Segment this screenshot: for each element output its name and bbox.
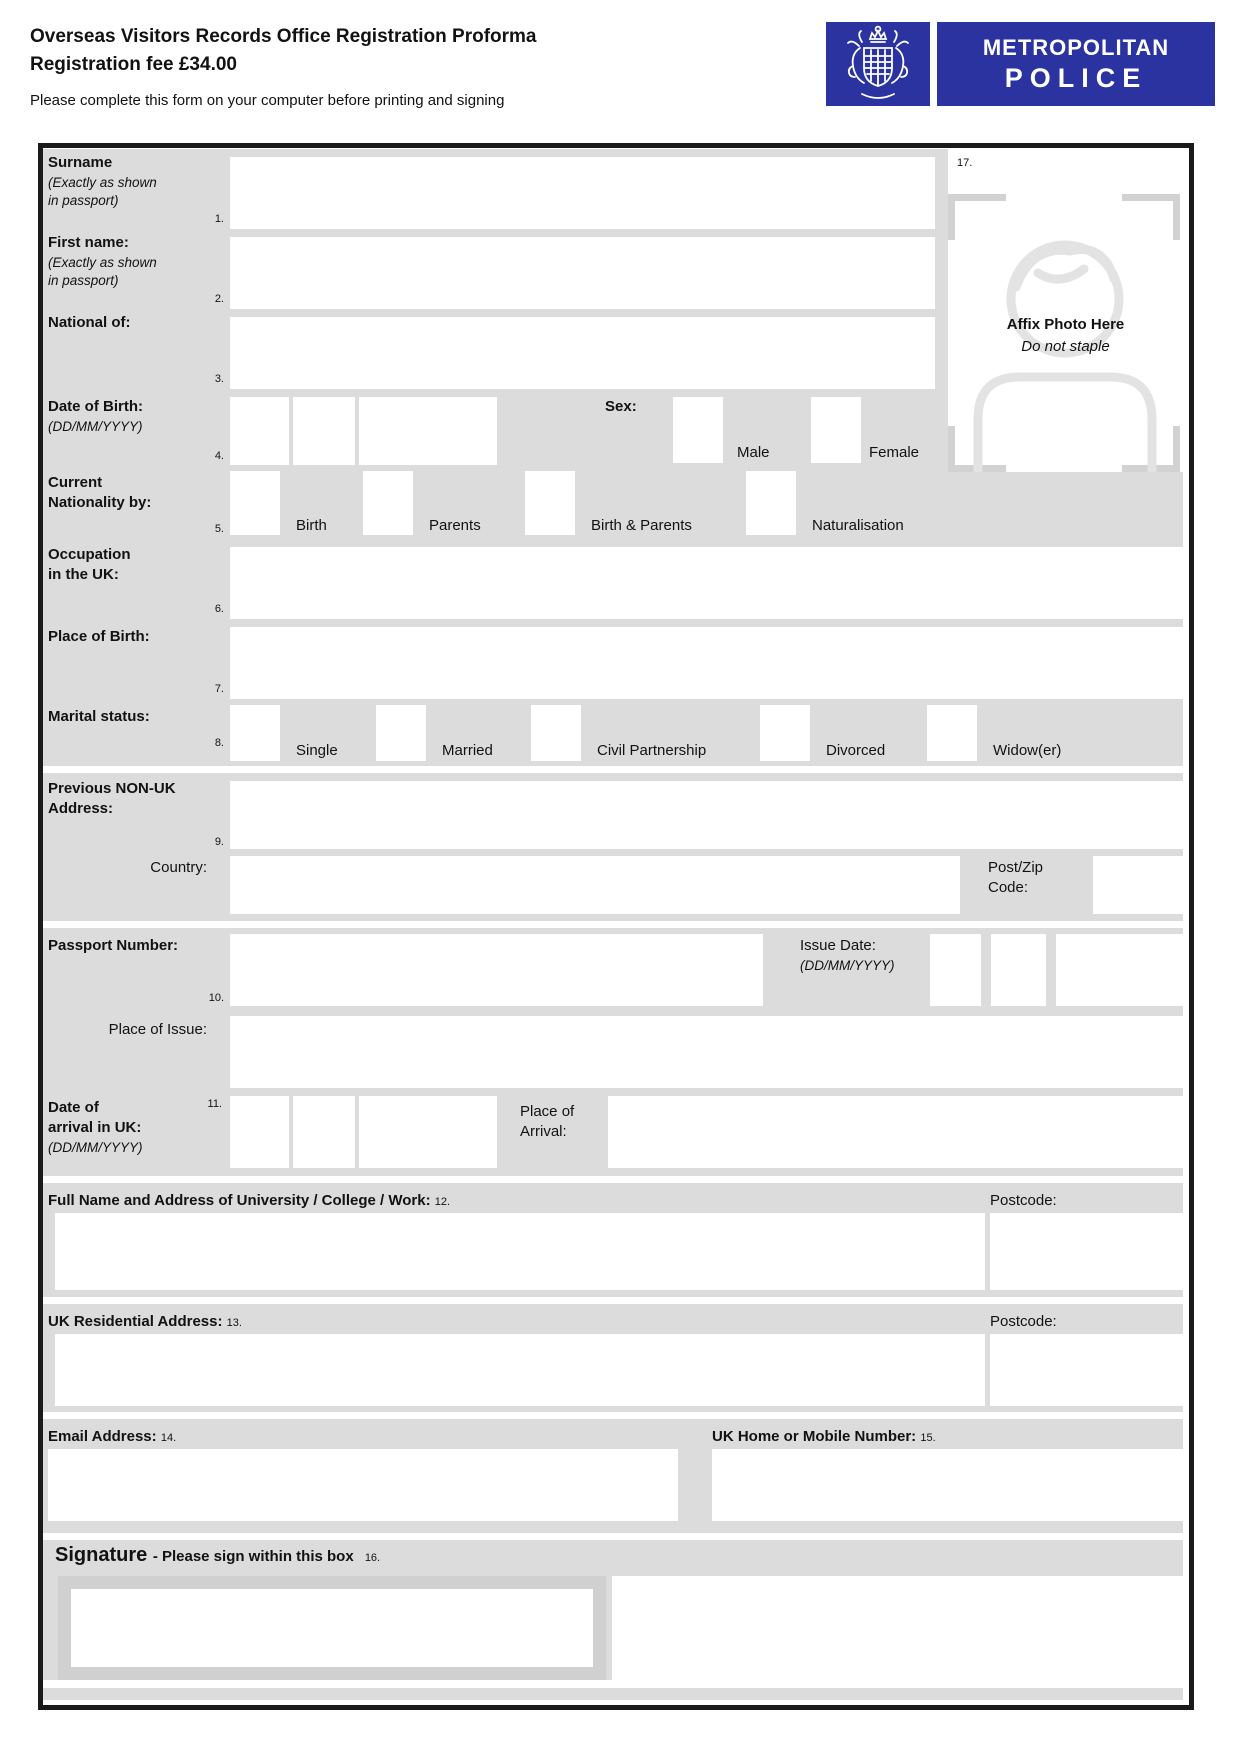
section-bottom-strip xyxy=(43,1688,1183,1700)
firstname-hint-1: (Exactly as shown xyxy=(48,255,157,270)
university-label xyxy=(48,1191,450,1212)
natby-birth-checkbox[interactable] xyxy=(230,471,280,535)
arrival-day-input[interactable] xyxy=(230,1096,289,1168)
dob-year-input[interactable] xyxy=(359,397,497,465)
dob-month-input[interactable] xyxy=(293,397,355,465)
dob-day-input[interactable] xyxy=(230,397,289,465)
natby-birthparents-checkbox[interactable] xyxy=(525,471,575,535)
marital-widow-checkbox[interactable] xyxy=(927,705,977,761)
person-silhouette-icon xyxy=(948,149,1183,472)
occupation-input[interactable] xyxy=(230,547,1183,619)
natby-parents-checkbox[interactable] xyxy=(363,471,413,535)
natby-naturalisation-label: Naturalisation xyxy=(812,517,904,534)
dob-number: 4. xyxy=(214,450,224,462)
passport-label: Passport Number: xyxy=(48,937,179,954)
issuedate-hint: (DD/MM/YYYY) xyxy=(800,958,895,973)
email-input[interactable] xyxy=(48,1449,678,1521)
phone-label xyxy=(712,1427,936,1448)
passport-input[interactable] xyxy=(230,934,763,1006)
surname-hint-1: (Exactly as shown xyxy=(48,175,157,190)
country-input[interactable] xyxy=(230,856,960,914)
natby-birthparents-label: Birth & Parents xyxy=(591,517,692,534)
natby-birth-label: Birth xyxy=(296,517,327,534)
arrival-number: 11. xyxy=(207,1098,222,1110)
issuedate-day-input[interactable] xyxy=(930,934,981,1006)
firstname-label: First name: xyxy=(48,234,129,251)
arrival-year-input[interactable] xyxy=(359,1096,497,1168)
firstname-input[interactable] xyxy=(230,237,935,309)
ukaddr-label xyxy=(48,1312,242,1333)
university-postcode-input[interactable] xyxy=(990,1213,1183,1290)
surname-number: 1. xyxy=(214,213,224,225)
signature-label xyxy=(55,1546,380,1568)
natby-number: 5. xyxy=(214,523,224,535)
dob-label: Date of Birth: xyxy=(48,398,143,415)
firstname-hint-2: in passport) xyxy=(48,273,119,288)
occupation-number: 6. xyxy=(214,603,224,615)
surname-input[interactable] xyxy=(230,157,935,229)
phone-label-text: UK Home or Mobile Number: xyxy=(712,1428,917,1445)
police-label: POLICE xyxy=(1004,63,1148,93)
natby-parents-label: Parents xyxy=(429,517,481,534)
occupation-label-1: Occupation xyxy=(48,546,131,563)
university-postcode-label: Postcode: xyxy=(990,1192,1057,1209)
country-label: Country: xyxy=(150,859,207,876)
arrival-label-2: arrival in UK: xyxy=(48,1119,142,1136)
dob-hint: (DD/MM/YYYY) xyxy=(48,419,143,434)
marital-divorced-label: Divorced xyxy=(826,742,886,759)
page-subtitle: Please complete this form on your computer before printing and signing xyxy=(30,92,505,109)
marital-divorced-checkbox[interactable] xyxy=(760,705,810,761)
marital-widow-label: Widow(er) xyxy=(993,742,1062,759)
page-title-line1: Overseas Visitors Records Office Registration Proforma xyxy=(30,26,537,47)
sex-male-checkbox[interactable] xyxy=(673,397,723,463)
pob-label: Place of Birth: xyxy=(48,628,150,645)
placeofarrival-input[interactable] xyxy=(608,1096,1183,1168)
university-label-text: Full Name and Address of University / College / Work: xyxy=(48,1192,431,1209)
nationalof-label: National of: xyxy=(48,314,131,331)
marital-label: Marital status: xyxy=(48,708,150,725)
issuedate-label: Issue Date: xyxy=(800,937,876,954)
issuedate-year-input[interactable] xyxy=(1056,934,1183,1006)
page-title-line2: Registration fee £34.00 xyxy=(30,54,237,75)
signature-label-text: Signature xyxy=(55,1544,148,1566)
prevaddr-number: 9. xyxy=(214,836,224,848)
sex-female-checkbox[interactable] xyxy=(811,397,861,463)
marital-single-checkbox[interactable] xyxy=(230,705,280,761)
prevaddr-label-2: Address: xyxy=(48,800,114,817)
marital-married-checkbox[interactable] xyxy=(376,705,426,761)
university-input[interactable] xyxy=(55,1213,985,1290)
placeofissue-input[interactable] xyxy=(230,1016,1183,1088)
ukaddr-label-text: UK Residential Address: xyxy=(48,1313,223,1330)
issuedate-month-input[interactable] xyxy=(991,934,1046,1006)
met-police-crest xyxy=(826,22,930,106)
placeofissue-label: Place of Issue: xyxy=(108,1021,207,1038)
email-label-text: Email Address: xyxy=(48,1428,157,1445)
postzip-label-2: Code: xyxy=(988,879,1029,896)
ukaddr-postcode-input[interactable] xyxy=(990,1334,1183,1406)
prevaddr-label-1: Previous NON-UK xyxy=(48,780,176,797)
sex-label: Sex: xyxy=(605,398,637,415)
marital-single-label: Single xyxy=(296,742,338,759)
do-not-staple-text: Do not staple xyxy=(1021,338,1110,355)
surname-label: Surname xyxy=(48,154,113,171)
sex-male-label: Male xyxy=(737,444,770,461)
arrival-hint: (DD/MM/YYYY) xyxy=(48,1140,143,1155)
arrival-month-input[interactable] xyxy=(293,1096,355,1168)
ukaddr-postcode-label: Postcode: xyxy=(990,1313,1057,1330)
natby-label-2: Nationality by: xyxy=(48,494,152,511)
firstname-number: 2. xyxy=(214,293,224,305)
university-number: 12. xyxy=(434,1196,451,1208)
marital-civil-checkbox[interactable] xyxy=(531,705,581,761)
metropolitan-label: METROPOLITAN xyxy=(982,35,1170,60)
marital-married-label: Married xyxy=(442,742,493,759)
prevaddr-input[interactable] xyxy=(230,781,1183,849)
photo-area xyxy=(948,149,1183,472)
sex-female-label: Female xyxy=(869,444,920,461)
marital-number: 8. xyxy=(214,737,224,749)
ukaddr-input[interactable] xyxy=(55,1334,985,1406)
met-police-crest-icon xyxy=(826,22,930,106)
pob-input[interactable] xyxy=(230,627,1183,699)
signature-box[interactable] xyxy=(58,1576,606,1680)
affix-photo-text: Affix Photo Here xyxy=(1006,316,1125,333)
postzip-label-1: Post/Zip xyxy=(988,859,1044,876)
ukaddr-number: 13. xyxy=(226,1317,242,1329)
phone-input[interactable] xyxy=(712,1449,1183,1521)
arrival-label-1: Date of xyxy=(48,1099,99,1116)
signature-number: 16. xyxy=(364,1552,381,1564)
natby-naturalisation-checkbox[interactable] xyxy=(746,471,796,535)
pob-number: 7. xyxy=(214,683,224,695)
marital-civil-label: Civil Partnership xyxy=(597,742,707,759)
placeofarrival-label-2: Arrival: xyxy=(520,1123,567,1140)
email-label xyxy=(48,1427,176,1448)
surname-hint-2: in passport) xyxy=(48,193,119,208)
natby-label-1: Current xyxy=(48,474,103,491)
occupation-label-2: in the UK: xyxy=(48,566,119,583)
nationalof-number: 3. xyxy=(214,373,224,385)
postzip-input[interactable] xyxy=(1093,856,1183,914)
photo-number: 17. xyxy=(957,157,973,169)
phone-number: 15. xyxy=(920,1432,936,1444)
placeofarrival-label-1: Place of xyxy=(520,1103,575,1120)
email-number: 14. xyxy=(160,1432,177,1444)
nationalof-input[interactable] xyxy=(230,317,935,389)
signature-sublabel: - Please sign within this box xyxy=(152,1548,354,1565)
passport-number-label: 10. xyxy=(208,992,224,1004)
met-police-logotype xyxy=(937,22,1215,106)
